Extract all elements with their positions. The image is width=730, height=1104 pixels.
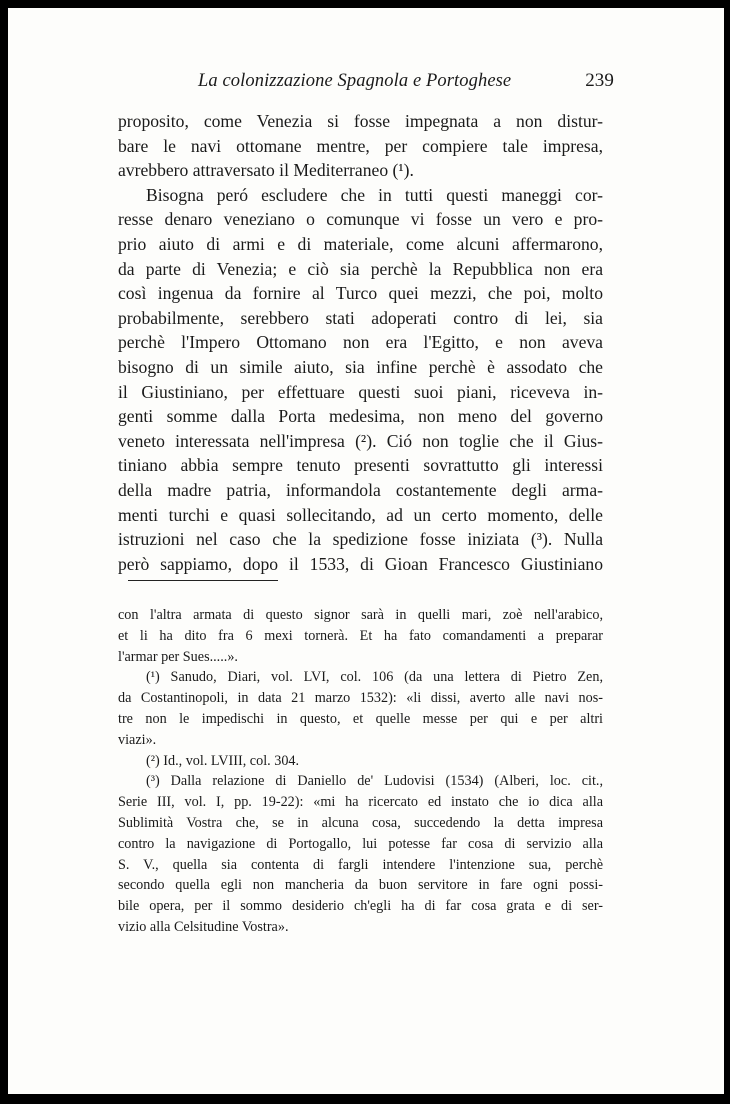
body-line: proposito, come Venezia si fosse impegnata a non distur- xyxy=(118,111,603,131)
body-line: però sappiamo, dopo il 1533, di Gioan Francesco Giustiniano xyxy=(118,553,603,574)
footnote-divider xyxy=(128,580,278,581)
body-line: menti turchi e quasi sollecitando, ad un certo momento, delle xyxy=(118,504,603,525)
footnote-line: l'armar per Sues.....». xyxy=(118,648,238,665)
page-number: 239 xyxy=(585,70,614,91)
footnotes xyxy=(118,605,603,938)
body-line: genti somme dalla Porta medesima, non meno del governo xyxy=(118,406,603,427)
body-line: della madre patria, informandola costantemente degli arma- xyxy=(118,479,603,500)
footnote-line: contro la navigazione di Portogallo, lui potesse far cosa di servizio alla xyxy=(118,835,603,852)
footnote-line: con l'altra armata di questo signor sarà in quelli mari, zoè nell'arabico, xyxy=(118,607,603,623)
footnote-line: et li ha dito fra 6 mexi tornerà. Et ha fato comandamenti a preparar xyxy=(118,627,603,644)
body-line: prio aiuto di armi e di materiale, come alcuni affermarono, xyxy=(118,233,603,254)
body-line: avrebbero attraversato il Mediterraneo (¹). xyxy=(118,160,414,181)
body-line: perchè l'Impero Ottomano non era l'Egitto, e non aveva xyxy=(118,332,603,353)
body-line: probabilmente, serebbero stati adoperati contro di lei, sia xyxy=(118,307,603,328)
running-header xyxy=(198,70,614,92)
body-line: bisogno di un simile aiuto, sia infine perchè è assodato che xyxy=(118,356,603,377)
body-line: da parte di Venezia; e ciò sia perchè la Repubblica non era xyxy=(118,258,603,279)
body-line: veneto interessata nell'impresa (²). Ció non toglie che il Gius- xyxy=(118,430,603,451)
body-line: il Giustiniano, per effettuare questi suoi piani, riceveva in- xyxy=(118,381,603,402)
running-title: La colonizzazione Spagnola e Portoghese xyxy=(198,71,512,91)
body-line: resse denaro veneziano o comunque vi fosse un vero e pro- xyxy=(118,209,603,230)
footnote-line: (²) Id., vol. LVIII, col. 304. xyxy=(146,752,300,769)
footnote-line: secondo quella egli non mancheria da buon servitore in fare ogni possi- xyxy=(118,877,603,894)
footnote-line: tre non le impedischi in questo, et quelle messe per qui e per altri xyxy=(118,710,603,727)
footnote-line: (¹) Sanudo, Diari, vol. LVI, col. 106 (da una lettera di Pietro Zen, xyxy=(146,669,603,686)
book-page xyxy=(8,8,724,1094)
footnote-line: Serie III, vol. I, pp. 19-22): «mi ha ricercato ed instato che io dica alla xyxy=(118,794,603,811)
footnote-line: Sublimità Vostra che, se in alcuna cosa, succedendo la detta impresa xyxy=(118,814,603,831)
footnote-line: S. V., quella sia contenta di fargli intendere l'intenzione sua, perchè xyxy=(118,856,603,873)
body-line: tiniano abbia sempre tenuto presenti sovrattutto gli interessi xyxy=(118,455,603,476)
footnote-line: vizio alla Celsitudine Vostra». xyxy=(118,918,289,935)
body-text xyxy=(118,109,603,576)
body-line: così ingenua da fornire al Turco quei mezzi, che poi, molto xyxy=(118,283,603,304)
footnote-line: da Costantinopoli, in data 21 marzo 1532): «li dissi, averto alle navi nos- xyxy=(118,690,603,707)
body-line: istruzioni nel caso che la spedizione fosse iniziata (³). Nulla xyxy=(118,529,603,550)
footnote-line: viazi». xyxy=(118,731,157,748)
footnote-line: (³) Dalla relazione di Daniello de' Ludovisi (1534) (Alberi, loc. cit., xyxy=(146,773,603,790)
body-line: Bisogna peró escludere che in tutti questi maneggi cor- xyxy=(146,184,603,205)
footnote-line: bile opera, per il sommo desiderio ch'egli ha di far cosa grata e di ser- xyxy=(118,898,603,915)
body-line: bare le navi ottomane mentre, per compiere tale impresa, xyxy=(118,135,603,156)
